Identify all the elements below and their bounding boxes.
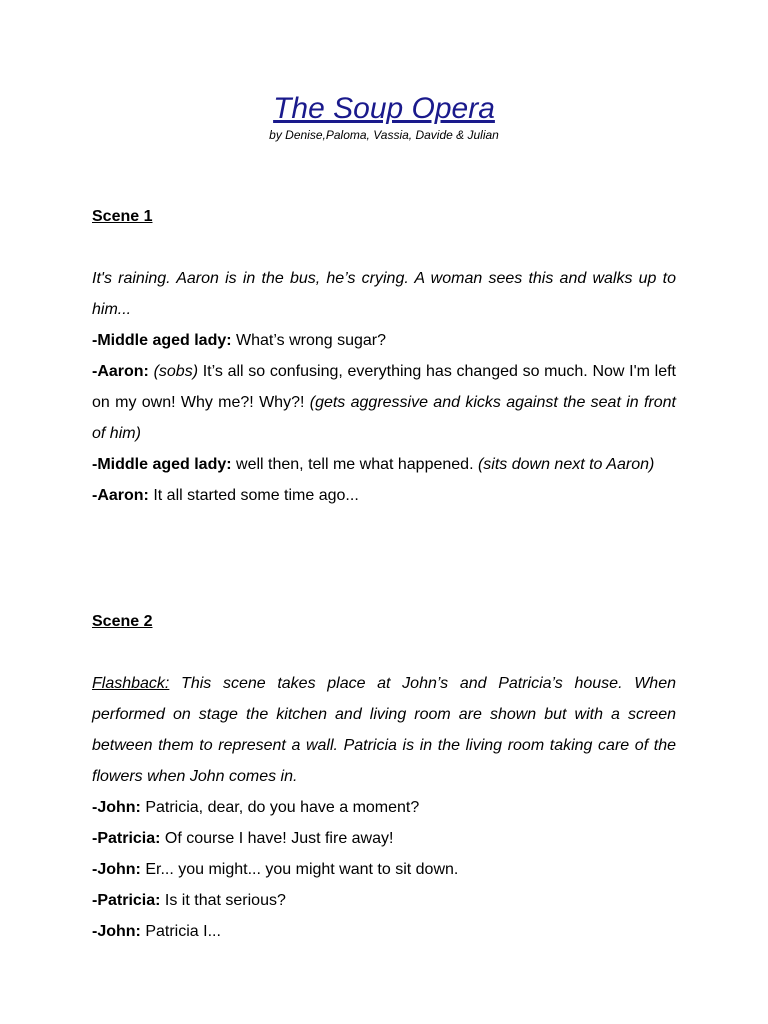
stage-direction: (gets aggressive and kicks against the seat in front of him) xyxy=(92,394,676,442)
speaker-name: -Middle aged lady: xyxy=(92,456,232,473)
stage-direction: (sobs) xyxy=(148,363,199,380)
dialogue-text: well then, tell me what happened. xyxy=(231,456,478,473)
scene-2-heading: Scene 2 xyxy=(92,613,153,630)
scene-2-direction-text: This scene takes place at John’s and Patricia’s house. When performed on stage the kitchen and living room are shown but with a screen between them to represent a wall. Patricia is in the living room taking care of the flowers when John comes in. xyxy=(92,675,676,785)
dialogue-text: What’s wrong sugar? xyxy=(231,332,387,349)
speaker-name: -Patricia: xyxy=(92,892,161,909)
dialogue-text: Of course I have! Just fire away! xyxy=(160,830,394,847)
dialogue-line xyxy=(92,356,676,449)
dialogue-text: Er... you might... you might want to sit down. xyxy=(140,861,459,878)
speaker-name: -John: xyxy=(92,861,141,878)
scene-2-body xyxy=(92,668,676,947)
dialogue-line xyxy=(92,854,676,885)
document-title: The Soup Opera xyxy=(273,92,495,125)
scene-1-heading: Scene 1 xyxy=(92,208,153,225)
dialogue-line xyxy=(92,885,676,916)
scene-1-body xyxy=(92,263,676,511)
document-authors: by Denise,Paloma, Vassia, Davide & Julian xyxy=(269,128,499,142)
dialogue-text: Is it that serious? xyxy=(160,892,286,909)
dialogue-text: Patricia, dear, do you have a moment? xyxy=(140,799,420,816)
speaker-name: -John: xyxy=(92,923,141,940)
scene-1-direction: It's raining. Aaron is in the bus, he’s crying. A woman sees this and walks up to him... xyxy=(92,270,676,318)
dialogue-line xyxy=(92,916,676,947)
dialogue-text: It all started some time ago... xyxy=(148,487,359,504)
speaker-name: -Aaron: xyxy=(92,363,149,380)
flashback-label: Flashback: xyxy=(92,675,170,692)
speaker-name: -John: xyxy=(92,799,141,816)
dialogue-text: It’s all so confusing, everything has changed so much. Now I'm left on my own! Why me?! Why?! xyxy=(92,363,677,411)
speaker-name: -Middle aged lady: xyxy=(92,332,232,349)
dialogue-line xyxy=(92,325,676,356)
speaker-name: -Patricia: xyxy=(92,830,161,847)
dialogue-text: Patricia I... xyxy=(140,923,221,940)
scene-2-direction xyxy=(92,668,676,792)
dialogue-line xyxy=(92,480,676,511)
dialogue-line xyxy=(92,449,676,480)
speaker-name: -Aaron: xyxy=(92,487,149,504)
dialogue-line xyxy=(92,792,676,823)
dialogue-line xyxy=(92,823,676,854)
stage-direction: (sits down next to Aaron) xyxy=(477,456,655,473)
